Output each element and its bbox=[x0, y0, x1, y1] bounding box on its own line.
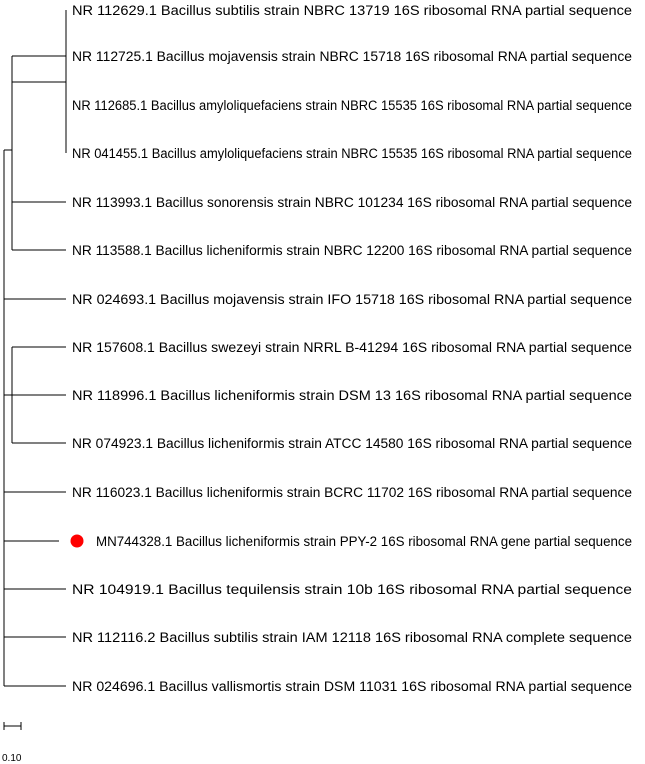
taxon-label: NR 116023.1 Bacillus licheniformis strain BCRC 11702 16S ribosomal RNA partial sequence bbox=[72, 485, 632, 500]
taxon-label: NR 024696.1 Bacillus vallismortis strain DSM 11031 16S ribosomal RNA partial sequence bbox=[72, 679, 632, 694]
scale-bar bbox=[2, 722, 22, 764]
taxon-label: NR 104919.1 Bacillus tequilensis strain 10b 16S ribosomal RNA partial sequence bbox=[72, 582, 632, 597]
query-sequence-marker-dot bbox=[71, 535, 84, 548]
taxon-label: NR 041455.1 Bacillus amyloliquefaciens strain NBRC 15535 16S ribosomal RNA partial sequence bbox=[72, 146, 632, 161]
taxon-label: NR 112725.1 Bacillus mojavensis strain NBRC 15718 16S ribosomal RNA partial sequence bbox=[72, 49, 632, 64]
taxon-labels bbox=[71, 3, 633, 694]
taxon-label: NR 157608.1 Bacillus swezeyi strain NRRL B-41294 16S ribosomal RNA partial sequence bbox=[72, 340, 632, 355]
taxon-label: NR 112116.2 Bacillus subtilis strain IAM 12118 16S ribosomal RNA complete sequence bbox=[72, 630, 632, 645]
taxon-label: NR 118996.1 Bacillus licheniformis strain DSM 13 16S ribosomal RNA partial sequence bbox=[72, 388, 632, 403]
taxon-label: NR 113588.1 Bacillus licheniformis strain NBRC 12200 16S ribosomal RNA partial sequence bbox=[72, 243, 632, 258]
taxon-label: MN744328.1 Bacillus licheniformis strain PPY-2 16S ribosomal RNA gene partial sequence bbox=[96, 534, 632, 549]
taxon-label: NR 112629.1 Bacillus subtilis strain NBRC 13719 16S ribosomal RNA partial sequence bbox=[72, 3, 632, 18]
tree-branches bbox=[4, 10, 66, 686]
taxon-label: NR 113993.1 Bacillus sonorensis strain NBRC 101234 16S ribosomal RNA partial sequence bbox=[72, 195, 632, 210]
taxon-label: NR 074923.1 Bacillus licheniformis strain ATCC 14580 16S ribosomal RNA partial sequence bbox=[72, 436, 632, 451]
taxon-label: NR 024693.1 Bacillus mojavensis strain IFO 15718 16S ribosomal RNA partial sequence bbox=[72, 292, 632, 307]
taxon-label: NR 112685.1 Bacillus amyloliquefaciens strain NBRC 15535 16S ribosomal RNA partial sequence bbox=[72, 98, 632, 113]
scale-bar-label: 0.10 bbox=[2, 753, 22, 764]
